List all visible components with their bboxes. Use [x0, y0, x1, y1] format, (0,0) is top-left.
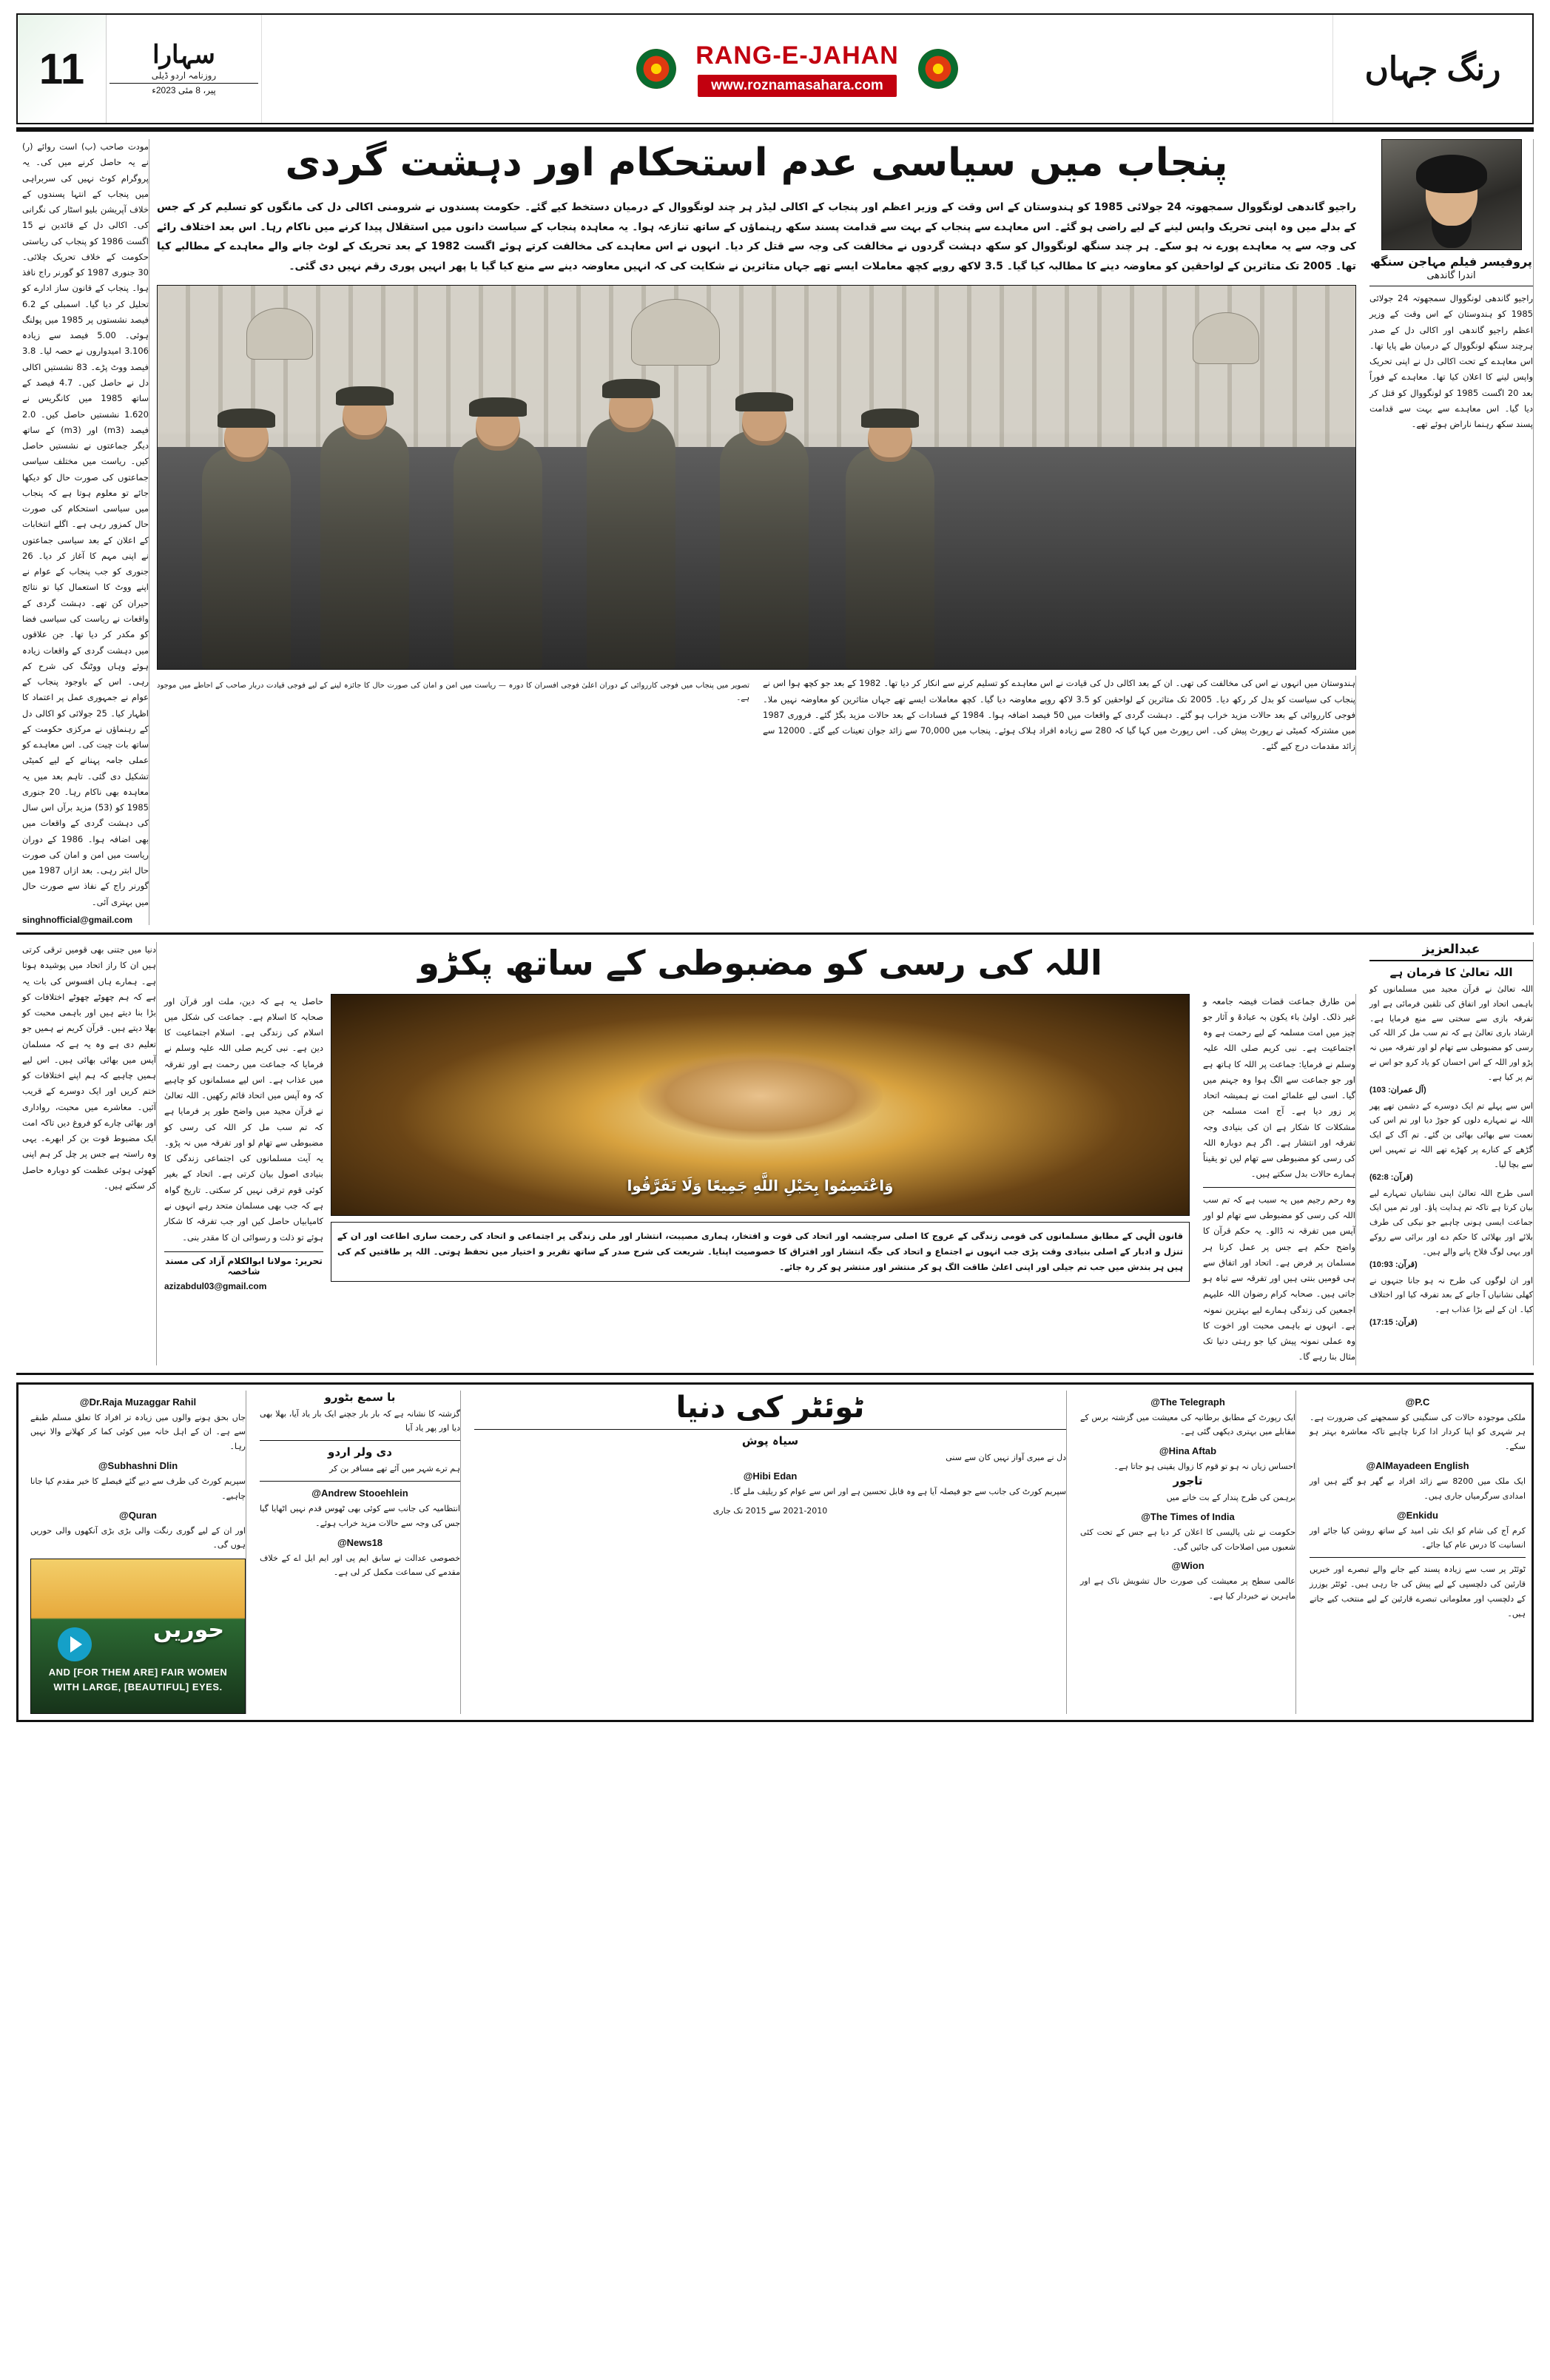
twitter-handle[interactable]: @News18: [337, 1536, 383, 1548]
islam-boxed-text: قانون الٰہی کے مطابق مسلمانوں کی قومی زندگی کے عروج کا اصلی سرچشمہ اور اتحاد کی قوت و افتخار، ہماری مصیبت، انتشار اور ملی زندگی پر اجتماعی و اتحاد کی رحمت ساری اطاعت اور ان کے تنزل و ادبار کے اصلی بنیادی وقت پڑی جب انہوں نے اجتماع و اتحاد کی جگہ انتشار اور افتراق کا خصوصیت اپنایا۔ شریعت کی شرح صدر کے ساتھ تقریر و اختیار میں تحفظ ہوتی۔ اللہ پر طاقتیں کم کی ہیں ہر بندش میں جب تم جیلی اور اپنی اعلیٰ طاقت الگ ہو کر منتشر اور منتشر ہو کر رہ جائے۔: [337, 1230, 1183, 1273]
lead-author-column: [1364, 139, 1534, 925]
logo-subtitle: روزنامہ اردو ڈیلی: [151, 70, 217, 81]
twitter-handle[interactable]: @AlMayadeen English: [1366, 1460, 1469, 1472]
islam-col-b-wrap: [1197, 994, 1356, 1365]
lead-col-1: مودت صاحب (ب) است روائے (ر) نے یہ حاصل کرنے میں کی۔ یہ پروگرام کوٹ نہیں کی سربراہی میں پنجاب کے انتہا پسندوں کے خلاف آپریشن بلیو اسٹار کی نگرانی کی۔ اکالی دل کے قائدین نے 15 اگست 1986 کو پنجاب کی ریاستی حکومت کے خلاف تحریک چلائی۔ 30 جنوری 1987 کو گورنر راج نافذ ہوا۔ پنجاب کے قانون ساز ادارے کو تحلیل کر دیا گیا۔ اسمبلی کے 6.2 فیصد نشستوں پر 1985 میں پولنگ ہوئی۔ 5.00 فیصد سے زیادہ 3.106 امیدواروں نے حصہ لیا۔ 3.8 فیصد ووٹ پڑے۔ 83 نشستیں اکالی دل نے حاصل کیں۔ 4.7 فیصد کے ساتھ 1985 میں کانگریس نے 1.620 نشستیں حاصل کیں۔ 2.0 فیصد (m3) اور (m3) کے ساتھ دیگر جماعتوں نے نشستیں حاصل کیں۔ ریاست میں مختلف سیاسی جماعتوں کی صورت حال کو دیکھا جائے تو معلوم ہوتا ہے کہ پنجاب میں سیاسی استحکام کی صورت حال کمزور رہی ہے۔ اگلے انتخابات کے اعلان کے بعد سیاسی جماعتوں نے اپنی مہم کا آغاز کر دیا۔ 26 جنوری کو جب پنجاب کے عوام نے اپنے ووٹ کا استعمال کیا تو نتائج حیران کن تھے۔ دہشت گردی کے واقعات نے ریاست کی سیاسی فضا کو مکدر کر دیا تھا۔ جن علاقوں میں دہشت گردی کے واقعات زیادہ ہوئے وہاں ووٹنگ کی شرح کم رہی۔ اس کے باوجود پنجاب کے عوام نے جمہوری عمل پر اعتماد کا اظہار کیا۔ 25 جولائی کو اکالی دل کے رہنماؤں نے مرکزی حکومت کے ساتھ بات چیت کی۔ اس معاہدے کو عملی جامہ پہنانے کے لیے کمیٹی تشکیل دی گئی۔ تاہم بعد میں یہ معاہدہ بھی ناکام رہا۔ 20 جنوری 1985 کو (53) مزید برآں اس سال کی دہشت گردی کے واقعات میں بھی اضافہ ہوا۔ 1986 کے دوران ریاست میں امن و امان کی صورت حال ابتر رہی۔ بعد ازاں 1987 میں گورنر راج کے نفاذ سے صورت حال میں بہتری آئی۔: [22, 141, 149, 907]
twitter-handle[interactable]: @Hibi Edan: [743, 1470, 798, 1482]
poetry-head-3: دی ولر اردو: [328, 1445, 392, 1459]
twitter-handle[interactable]: @Dr.Raja Muzaggar Rahil: [79, 1396, 197, 1408]
photo-figure: [846, 447, 934, 669]
divider: [260, 1440, 460, 1441]
lead-story-section: [16, 139, 1534, 935]
islam-col-b: من طارق جماعت قضات فیضہ جامعہ و غیر ذلک۔ اولیٰ باء یکون بہ عبادۃ و آثار جو چیز میں امت مسلمہ کے لیے رحمت ہے وہ اجتماعیت ہے۔ نبی کریم صلی اللہ علیہ وسلم نے فرمایا: جماعت پر اللہ کا ہاتھ ہے اور جو جماعت سے الگ ہوا وہ جہنم میں گیا۔ اسی لیے علمائے امت نے ہمیشہ اتحاد پر زور دیا ہے۔ آج امت مسلمہ جن مشکلات کا شکار ہے ان کی بنیادی وجہ تفرقہ اور انتشار ہے۔ اگر ہم دوبارہ اللہ کی رسی کو مضبوطی سے تھام لیں تو یقیناً ہمارے حالات بدل سکتے ہیں۔: [1203, 995, 1355, 1180]
lead-col-2: ہندوستان میں انہوں نے اس کی مخالفت کی تھی۔ ان کے بعد اکالی دل کی قیادت نے اس معاہدے کو تسلیم کرنے سے انکار کر دیا تھا۔ 1982 کے بعد جو کچھ ہوا اس نے پنجاب کی سیاست کو بدل کر رکھ دیا۔ 2005 تک متاثرین کے لواحقین کو 3.5 لاکھ روپے معاوضہ دیا گیا۔ کچھ معاملات ایسے تھے جہاں متاثرین کو معاوضہ نہیں ملا۔ فوجی کارروائی کے بعد حالات مزید خراب ہو گئے۔ دہشت گردی کے واقعات میں 50 فیصد اضافہ ہوا۔ 1984 کے فسادات کے بعد حالات مزید بگڑ گئے۔ فروری 1987 میں مشترکہ کمیٹی نے رپورٹ پیش کی۔ اس رپورٹ میں کہا گیا کہ 280 سے زیادہ افراد ہلاک ہوئے۔ پنجاب میں 70,000 سے زائد جوان تعینات کیے گئے۔ 12000 سے زائد مقدمات درج کیے گئے۔: [763, 678, 1356, 752]
rosette-icon: [636, 49, 676, 89]
quran-ref: (قرآن: 10:93): [1369, 1260, 1418, 1269]
quran-column-title: اللہ تعالیٰ کا فرمان ہے: [1389, 966, 1513, 980]
logo-urdu-title: سہارا: [152, 41, 215, 69]
twitter-handle[interactable]: @Wion: [1171, 1560, 1204, 1572]
poetry-text-2: دل نے میری آواز نہیں کان سے سنی: [946, 1452, 1066, 1462]
islam-col-a-wrap: [164, 994, 323, 1365]
islam-byline: عبدالعزیز: [1369, 942, 1533, 961]
lead-left-column: [16, 139, 149, 925]
section-title-block: [695, 41, 899, 97]
poetry-text-1: گزشتہ کا نشانہ ہے کہ بار بار جچنے ایک بار یاد آیا، بھلا بھی دیا اور پھر یاد آیا: [260, 1408, 460, 1433]
hands-illustration: [638, 1052, 883, 1140]
twitter-text: جاں بحق ہونے والوں میں زیادہ تر افراد کا تعلق مسلم طبقے سے ہے۔ ان کے اہل خانہ میں کوئی کما کر کھلانے والا نہیں رہا۔: [30, 1412, 246, 1452]
advertisement-card[interactable]: [30, 1559, 246, 1714]
twitter-handle[interactable]: @Subhashni Dlin: [98, 1460, 178, 1472]
islam-boxed-note: [331, 1222, 1190, 1283]
page-number: 11: [18, 15, 107, 123]
islam-headline: اللہ کی رسی کو مضبوطی کے ساتھ پکڑو: [418, 943, 1102, 984]
twitter-text: خصوصی عدالت نے سابق ایم پی اور ایم ایل اے کے خلاف مقدمے کی سماعت مکمل کر لی ہے۔: [260, 1553, 460, 1578]
quran-ref: (آل عمران: 103): [1369, 1085, 1426, 1095]
lead-photo: [157, 285, 1356, 670]
ad-english-line-2: WITH LARGE, [BEAUTIFUL] EYES.: [53, 1681, 223, 1692]
twitter-col-mid-right: [1074, 1391, 1296, 1715]
twitter-handle[interactable]: @The Telegraph: [1150, 1396, 1225, 1408]
twitter-text: سپریم کورٹ کی جانب سے جو فیصلہ آیا ہے وہ قابل تحسین ہے اور اس سے عوام کو ریلیف ملے گا۔: [729, 1487, 1066, 1497]
newspaper-logo: [107, 15, 262, 123]
photo-figure: [202, 447, 291, 669]
issue-date: پیر، 8 مئی 2023ء: [109, 83, 258, 95]
twitter-handle[interactable]: @Enkidu: [1396, 1509, 1438, 1521]
twitter-text: احساس زیاں نہ ہو تو قوم کا زوال یقینی ہو جاتا ہے۔: [1113, 1462, 1295, 1472]
islam-photo: [331, 994, 1190, 1216]
lead-caption-wrap: [157, 676, 749, 754]
islam-main-block: [164, 942, 1356, 1365]
twitter-handle[interactable]: @Hina Aftab: [1159, 1445, 1217, 1457]
islam-story-section: [16, 942, 1534, 1375]
divider: [260, 1481, 460, 1482]
photo-dome-left: [246, 308, 313, 360]
twitter-col-right: [1304, 1391, 1526, 1715]
quran-sub-text: اس سے پہلے تم ایک دوسرے کے دشمن تھے پھر اللہ نے تمہارے دلوں کو جوڑ دیا اور تم اس کی نعمت سے بھائی بھائی بن گئے۔ تم آگ کے ایک گڑھے کے کنارے پر کھڑے تھے اللہ نے تمہیں اس سے بچا لیا۔: [1369, 1100, 1533, 1169]
ad-english-text: [31, 1665, 245, 1694]
twitter-section: [16, 1382, 1534, 1723]
twitter-handle[interactable]: @Quran: [119, 1509, 157, 1521]
quran-ref: (قرآن: 62:8): [1369, 1172, 1413, 1182]
lead-col-3: راجیو گاندھی لونگووال سمجھوتہ 24 جولائی 1985 کو ہندوستان کے اس وقت کے وزیر اعظم راجیو گاندھی اور اکالی دل کے صدر ہرچند سنگھ لونگووال کے درمیان طے پایا تھا۔ اس معاہدے کے تحت اکالی دل نے اپنی تحریک واپس لینے کا اعلان کیا تھا۔ معاہدے کے فوراً بعد 20 اگست 1985 کو لونگووال کو قتل کر دیا گیا۔ اس معاہدے سے بہت سے قدامت پسند سکھ رہنما ناراض ہوئے تھے۔: [1369, 293, 1533, 430]
quran-text: اللہ تعالیٰ نے قرآن مجید میں مسلمانوں کو باہمی اتحاد اور اتفاق کی تلقین فرمائی ہے اور تفرقہ بازی سے سختی سے منع فرمایا ہے۔ ارشاد باری تعالیٰ ہے کہ تم سب مل کر اللہ کی رسی کو مضبوطی سے تھام لو اور تفرقہ میں نہ پڑو اور اللہ کے اس احسان کو یاد کرو جو اس نے تم پر کیا ہے۔: [1369, 984, 1533, 1082]
twitter-text: کرم آج کی شام کو ایک نئی امید کے ساتھ روشن کیا جائے اور انسانیت کا درس عام کیا جائے۔: [1310, 1525, 1526, 1550]
lead-headline: پنجاب میں سیاسی عدم استحکام اور دہشت گردی: [285, 141, 1228, 185]
islam-left-text: دنیا میں جتنی بھی قومیں ترقی کرتی ہیں ان کا راز اتحاد میں پوشیدہ ہوتا ہے۔ ہمارے ہاں افسوس کی بات یہ ہے کہ ہم چھوٹے چھوٹے اختلافات کو بڑا بنا دیتے ہیں اور باہمی محبت کو بھلا دیتے ہیں۔ قرآن کریم نے ہمیں جو تعلیم دی ہے وہ یہ ہے کہ مسلمان آپس میں بھائی بھائی ہیں۔ اس لیے ہمیں چاہیے کہ ہم اپنے اختلافات کو ختم کریں اور ایک دوسرے کے قریب آئیں۔ معاشرے میں محبت، رواداری اور بھائی چارے کو فروغ دیں تاکہ امت ایک مضبوط قوت بن کر ابھرے۔ یہی وہ راستہ ہے جس پر چل کر ہم اپنی کھوئی ہوئی عظمت کو دوبارہ حاصل کر سکتے ہیں۔: [22, 944, 156, 1191]
ad-urdu-text: حوریں: [153, 1617, 224, 1644]
quran-ref: (قرآن: 17:15): [1369, 1317, 1418, 1327]
poetry-text-3: ہم ترے شہر میں آئے تھے مسافر بن کر: [329, 1464, 460, 1474]
photo-dome-center: [631, 299, 720, 366]
twitter-text: ایک ملک میں 8200 سے زائد افراد بے گھر ہو گئے ہیں اور امدادی سرگرمیاں جاری ہیں۔: [1310, 1476, 1526, 1501]
ayah-overlay-text: وَاعْتَصِمُوا بِحَبْلِ اللَّهِ جَمِيعًا وَلَا تَفَرَّقُوا: [627, 1176, 894, 1194]
author-box: [1369, 139, 1533, 281]
twitter-footnote: ٹوئٹر پر سب سے زیادہ پسند کیے جانے والے تبصرے اور خبریں قارئین کی دلچسپی کے لیے پیش کی جا رہی ہیں۔ ٹوئٹر یوزرز کے دلچسپ اور معلوماتی تبصرے قارئین کے لیے منتخب کیے جاتے ہیں۔: [1310, 1564, 1526, 1618]
author-photo: [1381, 139, 1522, 250]
masthead-brand: [1332, 15, 1532, 123]
islam-center-wrap: [331, 994, 1190, 1365]
lead-photo-caption: تصویر میں پنجاب میں فوجی کارروائی کے دوران اعلیٰ فوجی افسران کا دورہ — ریاست میں امن و امان کی صورت حال کا جائزہ لینے کے لیے فوجی قیادت دربار صاحب کے احاطے میں موجود ہے۔: [157, 682, 749, 703]
brand-urdu-title: رنگ جہاں: [1364, 50, 1501, 87]
twitter-text: اور ان کے لیے گوری رنگت والی بڑی بڑی آنکھوں والی حوریں ہوں گی۔: [30, 1525, 246, 1550]
masthead-rule: [16, 127, 1534, 132]
twitter-text: سپریم کورٹ کی طرف سے دیے گئے فیصلے کا خیر مقدم کیا جانا چاہیے۔: [30, 1476, 246, 1501]
poetry-head-4: تاجور: [1173, 1474, 1203, 1488]
twitter-section-title: ٹوئٹر کی دنیا: [675, 1390, 865, 1425]
twitter-handle[interactable]: @P.C: [1405, 1396, 1430, 1408]
play-icon[interactable]: [58, 1627, 92, 1661]
website-url[interactable]: www.roznamasahara.com: [698, 75, 897, 97]
quran-column: [1364, 942, 1534, 1365]
twitter-date-note: 2021-2010 سے 2015 تک جاری: [712, 1506, 828, 1516]
masthead-center: [262, 15, 1332, 123]
twitter-col-center: [468, 1391, 1067, 1715]
quran-sub-text: اسی طرح اللہ تعالیٰ اپنی نشانیاں تمہارے لیے بیان کرتا ہے تاکہ تم ہدایت پاؤ۔ اور تم میں ایک جماعت ایسی ہونی چاہیے جو نیکی کی طرف بلائے اور بھلائی کا حکم دے اور برائی سے روکے اور یہی لوگ فلاح پانے والے ہیں۔: [1369, 1188, 1533, 1257]
section-title: RANG-E-JAHAN: [695, 41, 899, 70]
islam-email[interactable]: azizabdul03@gmail.com: [164, 1280, 267, 1291]
twitter-handle[interactable]: @The Times of India: [1141, 1510, 1235, 1522]
poetry-text-4: برہمن کی طرح پندار کے بت خانے میں: [1166, 1493, 1295, 1503]
lead-col-2-wrap: [757, 676, 1356, 754]
lead-paragraph: راجیو گاندھی لونگووال سمجھوتہ 24 جولائی 1985 کو ہندوستان کے اس وقت کے وزیر اعظم اور پنجاب کے اکالی لیڈر ہر چند لونگووال کے درمیان دستخط کیے گئے۔ حکومت پسندوں نے شرومنی اکالی دل کی مانگوں کو تسلیم کر کے جس کے بدلے میں وہ اپنی تحریک واپس لینے کے لیے راضی ہو گئے۔ اس معاہدے سے پنجاب کے بہت سے قدامت پسند سکھ رہنماؤں کے ساتھ تنازعہ ہوا۔ یہ معاہدہ پنجاب کے سیاست دانوں میں استقلال پیدا کرنے میں ناکام رہا۔ اس بعد اختلاف رائے کی وجہ سے یہ معاہدے پورے نہ ہو سکے۔ ہر چند سنگھ لونگووال کو سکھ دہشت گردوں نے مخالفت کی وجہ سے قتل کر دیا۔ انہوں نے اس معاہدے کی مخالفت کرتے ہوئے اگست 1982 کے بعد تحریک کے لوٹ جانے والے معاہدے کے مطالبے کیا تھا۔ 2005 تک متاثرین کے لواحقین کو معاوضہ دینے کا مطالبہ کیا گیا۔ 3.5 لاکھ روپے کچھ معاملات ایسے تھے جہاں متاثرین نے شکایت کی کہ انہیں معاوضہ دینے سے منع کیا گیا یا پھر انہیں پوری رقم نہیں دی گئی۔: [157, 201, 1356, 272]
photo-figure: [320, 425, 409, 669]
poetry-head-1: با سمع بٹورو: [324, 1390, 396, 1404]
islam-col-a: حاصل یہ ہے کہ دین، ملت اور قرآن اور صحابہ کا اسلام ہے۔ جماعت کی شکل میں اسلام کی زندگی ہے۔ اسلام اجتماعیت کا دین ہے۔ نبی کریم صلی اللہ علیہ وسلم نے فرمایا کہ جماعت میں رحمت ہے اور تفرقہ میں عذاب ہے۔ اس لیے مسلمانوں کو چاہیے کہ وہ آپس میں اتحاد قائم رکھیں۔ اللہ تعالیٰ نے قرآن مجید میں واضح طور پر فرمایا ہے کہ تم سب مل کر اللہ کی رسی کو مضبوطی سے تھام لو اور تفرقہ میں نہ پڑو۔ یہ آیت مسلمانوں کی اجتماعی زندگی کا بنیادی اصول بیان کرتی ہے۔ اتحاد کے بغیر کوئی قوم ترقی نہیں کر سکتی۔ تاریخ گواہ ہے کہ جب بھی مسلمان متحد رہے انہوں نے کامیابیاں حاصل کیں اور جب تفرقہ کا شکار ہوئے تو ذلت و رسوائی ان کا مقدر بنی۔: [164, 995, 323, 1243]
twitter-text: ایک رپورٹ کے مطابق برطانیہ کی معیشت میں گزشتہ برس کے مقابلے میں بہتری دیکھی گئی ہے۔: [1080, 1412, 1295, 1437]
author-email[interactable]: singhnofficial@gmail.com: [22, 915, 133, 926]
twitter-text: حکومت نے نئی پالیسی کا اعلان کر دیا ہے جس کے تحت کئی شعبوں میں اصلاحات کی جائیں گی۔: [1080, 1527, 1295, 1552]
poetry-head-2: سیاہ پوش: [741, 1433, 799, 1448]
twitter-col-left: [24, 1391, 246, 1715]
lead-main-block: [157, 139, 1356, 925]
ad-english-line-1: AND [FOR THEM ARE] FAIR WOMEN: [48, 1667, 228, 1678]
author-name: پروفیسر فیلم مہاجن سنگھ: [1370, 255, 1532, 269]
photo-dome-right: [1193, 312, 1259, 364]
divider: [1310, 1557, 1526, 1558]
twitter-text: انتظامیہ کی جانب سے کوئی بھی ٹھوس قدم نہیں اٹھایا گیا جس کی وجہ سے حالات مزید خراب ہوئے۔: [260, 1504, 460, 1528]
masthead: [16, 13, 1534, 124]
photo-figure: [720, 431, 809, 669]
islam-left-column: [16, 942, 157, 1365]
twitter-col-poetry: [254, 1391, 461, 1715]
islam-col-c: وہ رحم رجیم میں یہ سبب ہے کہ تم سب اللہ کی رسی کو مضبوطی سے تھام لو اور آپس میں تفرقہ نہ ڈالو۔ یہ حکم قرآن کا واضح حکم ہے جس پر عمل کرنا ہر مسلمان پر فرض ہے۔ اتحاد اور اتفاق سے ہی قومیں بنتی ہیں اور تفرقہ سے تباہ ہو جاتی ہیں۔ صحابہ کرام رضوان اللہ علیہم اجمعین کی زندگی ہمارے لیے بہترین نمونہ ہے۔ انہوں نے باہمی محبت اور اخوت کا وہ عملی نمونہ پیش کیا جو رہتی دنیا تک مثال بنا رہے گا۔: [1203, 1194, 1355, 1362]
divider: [474, 1429, 1066, 1430]
twitter-handle[interactable]: @Andrew Stooehlein: [311, 1488, 408, 1499]
rosette-icon: [918, 49, 958, 89]
photo-figure: [454, 436, 542, 669]
photo-figure: [587, 417, 675, 669]
divider: [1203, 1187, 1355, 1188]
twitter-text: ملکی موجودہ حالات کی سنگینی کو سمجھنے کی ضرورت ہے۔ ہر شہری کو اپنا کردار ادا کرنا چاہیے تاکہ معاشرہ بہتر ہو سکے۔: [1310, 1412, 1526, 1452]
islam-signature: تحریر: مولانا ابوالکلام آزاد کی مسند شاخصہ: [164, 1251, 323, 1277]
twitter-text: عالمی سطح پر معیشت کی صورت حال تشویش ناک ہے اور ماہرین نے خبردار کیا ہے۔: [1080, 1576, 1295, 1601]
quran-sub-text: اور ان لوگوں کی طرح نہ ہو جانا جنہوں نے کھلی نشانیاں آ جانے کے بعد تفرقہ کیا اور اختلاف کیا۔ ان کے لیے بڑا عذاب ہے۔: [1369, 1275, 1533, 1315]
author-city: اندرا گاندھی: [1426, 270, 1476, 281]
